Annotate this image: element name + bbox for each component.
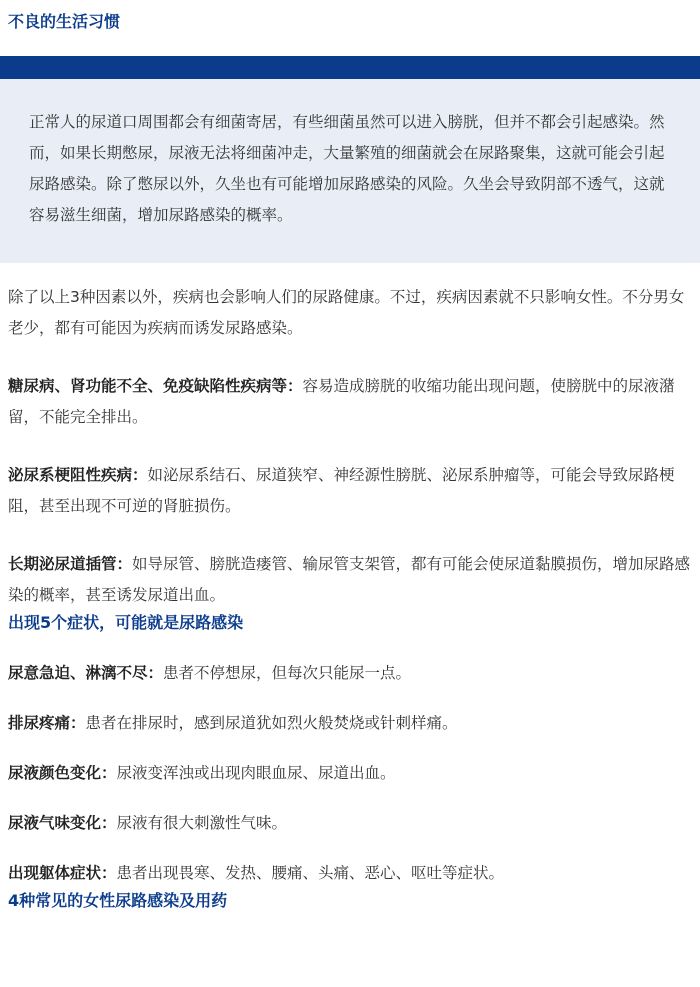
symptom-item xyxy=(8,708,692,739)
disease-term: 长期泌尿道插管： xyxy=(8,555,133,573)
symptom-item xyxy=(8,808,692,839)
intro-paragraph: 除了以上3种因素以外，疾病也会影响人们的尿路健康。不过，疾病因素就不只影响女性。不分男女老少，都有可能因为疾病而诱发尿路感染。 xyxy=(8,288,685,337)
symptom-term: 出现躯体症状： xyxy=(8,864,117,882)
section-heading-bad-habits: 不良的生活习惯 xyxy=(8,12,121,31)
symptom-item xyxy=(8,858,692,889)
symptom-item xyxy=(8,658,692,689)
symptom-item xyxy=(8,758,692,789)
callout-text: 正常人的尿道口周围都会有细菌寄居，有些细菌虽然可以进入膀胱，但并不都会引起感染。然而，如果长期憋尿，尿液无法将细菌冲走，大量繁殖的细菌就会在尿路聚集，这就可能会引起尿路感染。除了憋尿以外，久坐也有可能增加尿路感染的风险。久坐会导致阴部不透气，这就容易滋生细菌，增加尿路感染的概率。 xyxy=(29,113,665,224)
disease-item xyxy=(8,460,692,522)
disease-item xyxy=(8,549,692,611)
symptom-term: 尿液颜色变化： xyxy=(8,764,117,782)
symptom-term: 排尿疼痛： xyxy=(8,714,86,732)
section-heading-common-infections: 4种常见的女性尿路感染及用药 xyxy=(8,891,228,910)
disease-item xyxy=(8,371,692,433)
article-body xyxy=(0,282,700,913)
disease-term: 糖尿病、肾功能不全、免疫缺陷性疾病等： xyxy=(8,377,303,395)
symptom-desc: 尿液变浑浊或出现肉眼血尿、尿道出血。 xyxy=(116,764,396,782)
symptom-term: 尿意急迫、淋漓不尽： xyxy=(8,664,164,682)
section-heading-symptoms: 出现5个症状，可能就是尿路感染 xyxy=(8,613,244,632)
disease-desc: 如泌尿系结石、尿道狭窄、神经源性膀胱、泌尿系肿瘤等，可能会导致尿路梗阻，甚至出现不可逆的肾脏损伤。 xyxy=(8,466,675,515)
disease-desc: 如导尿管、膀胱造瘘管、输尿管支架管，都有可能会使尿道黏膜损伤，增加尿路感染的概率，甚至诱发尿道出血。 xyxy=(8,555,691,604)
disease-term: 泌尿系梗阻性疾病： xyxy=(8,466,148,484)
symptom-desc: 尿液有很大刺激性气味。 xyxy=(116,814,288,832)
symptom-desc: 患者不停想尿，但每次只能尿一点。 xyxy=(163,664,412,682)
disease-desc: 容易造成膀胱的收缩功能出现问题，使膀胱中的尿液潴留，不能完全排出。 xyxy=(8,377,675,426)
symptom-desc: 患者在排尿时，感到尿道犹如烈火般焚烧或针刺样痛。 xyxy=(85,714,458,732)
section-divider-bar xyxy=(0,56,700,79)
callout-box xyxy=(0,79,700,263)
symptom-desc: 患者出现畏寒、发热、腰痛、头痛、恶心、呕吐等症状。 xyxy=(116,864,505,882)
symptom-term: 尿液气味变化： xyxy=(8,814,117,832)
